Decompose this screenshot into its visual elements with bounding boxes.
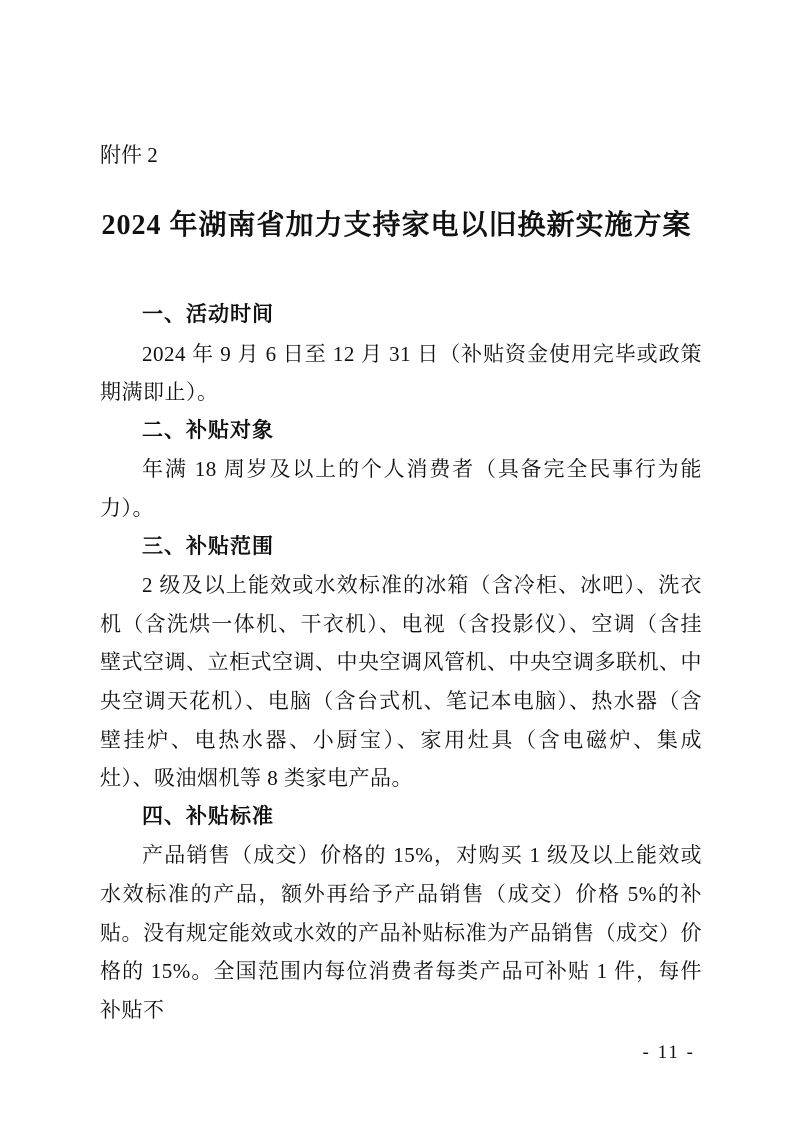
section-subsidy-scope bbox=[100, 528, 702, 798]
attachment-label: 附件 2 bbox=[100, 143, 158, 167]
paragraph: 2 级及以上能效或水效标准的冰箱（含冷柜、冰吧）、洗衣机（含洗烘一体机、干衣机）、电视（含投影仪）、空调（含挂壁式空调、立柜式空调、中央空调风管机、中央空调多联机、中央空调天花机）、电脑（含台式机、笔记本电脑）、热水器（含壁挂炉、电热水器、小厨宝）、家用灶具（含电磁炉、集成灶）、吸油烟机等 8 类家电产品。 bbox=[100, 573, 702, 791]
section-activity-time bbox=[100, 296, 702, 412]
document-title: 2024 年湖南省加力支持家电以旧换新实施方案 bbox=[101, 210, 692, 241]
paragraph: 产品销售（成交）价格的 15%，对购买 1 级及以上能效或水效标准的产品，额外再给予产品销售（成交）价格 5%的补贴。没有规定能效或水效的产品补贴标准为产品销售（成交）价格的 15%。全国范围内每位消费者每类产品可补贴 1 件，每件补贴不 bbox=[100, 843, 702, 1022]
document-body bbox=[100, 296, 702, 1029]
paragraph: 2024 年 9 月 6 日至 12 月 31 日（补贴资金使用完毕或政策期满即止）。 bbox=[100, 341, 702, 405]
section-subsidy-recipients bbox=[100, 412, 702, 528]
section-heading: 三、补贴范围 bbox=[142, 534, 274, 558]
section-heading: 一、活动时间 bbox=[142, 303, 274, 326]
paragraph: 年满 18 周岁及以上的个人消费者（具备完全民事行为能力）。 bbox=[100, 457, 702, 520]
section-heading: 四、补贴标准 bbox=[142, 804, 274, 828]
section-subsidy-standard bbox=[100, 798, 702, 1030]
section-heading: 二、补贴对象 bbox=[142, 418, 274, 442]
page-number: - 11 - bbox=[642, 1042, 695, 1063]
